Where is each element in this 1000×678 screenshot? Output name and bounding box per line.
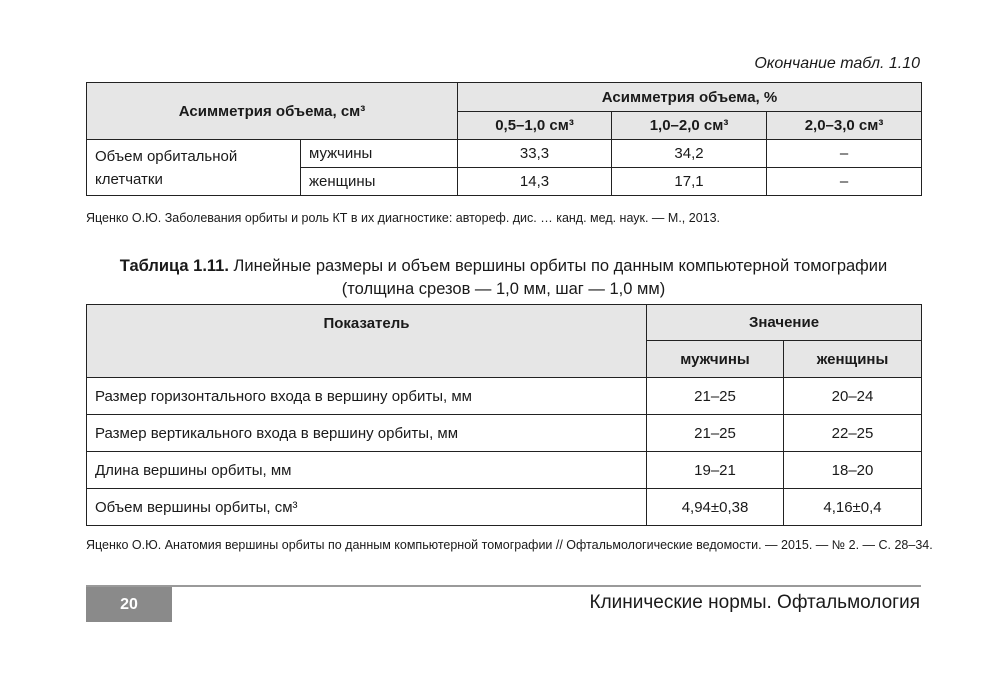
col-header-indicator: Показатель [87, 305, 647, 378]
table-cell: – [767, 140, 922, 168]
table-row [87, 489, 922, 526]
running-title: Клинические нормы. Офтальмология [589, 592, 920, 613]
table-row [87, 452, 922, 489]
page-number: 20 [86, 587, 172, 622]
row-label-orbital-tissue: Объем орбитальной клетчатки [87, 140, 301, 196]
table-row [87, 415, 922, 452]
table-cell: 4,16±0,4 [784, 489, 922, 526]
table-caption [86, 255, 921, 301]
sub-header: 0,5–1,0 см³ [458, 112, 612, 140]
row-group: мужчины [301, 140, 458, 168]
table-cell: 4,94±0,38 [647, 489, 784, 526]
row-label: Размер вертикального входа в вершину орбиты, мм [87, 415, 647, 452]
table-cell: – [767, 168, 922, 196]
source-citation: Яценко О.Ю. Анатомия вершины орбиты по данным компьютерной томографии // Офтальмологические ведомости. — 2015. — № 2. — С. 28–34. [86, 538, 933, 552]
sub-header-male: мужчины [647, 341, 784, 378]
orbital-apex-table [86, 304, 922, 526]
row-label: Размер горизонтального входа в вершину орбиты, мм [87, 378, 647, 415]
table-row [87, 140, 922, 168]
sub-header: 1,0–2,0 см³ [612, 112, 767, 140]
table-cell: 21–25 [647, 415, 784, 452]
table-row [87, 378, 922, 415]
footer-divider [86, 585, 921, 587]
col-header-volume-cm3: Асимметрия объема, см³ [87, 83, 458, 140]
table-subtitle: (толщина срезов — 1,0 мм, шаг — 1,0 мм) [341, 280, 666, 298]
col-header-value: Значение [647, 305, 922, 341]
table-cell: 19–21 [647, 452, 784, 489]
row-group: женщины [301, 168, 458, 196]
table-cell: 18–20 [784, 452, 922, 489]
source-citation: Яценко О.Ю. Заболевания орбиты и роль КТ в их диагностике: автореф. дис. … канд. мед. наук. — М., 2013. [86, 211, 721, 225]
volume-asymmetry-table [86, 82, 922, 196]
table-cell: 34,2 [612, 140, 767, 168]
table-title: Линейные размеры и объем вершины орбиты по данным компьютерной томографии [233, 257, 888, 275]
row-label: Длина вершины орбиты, мм [87, 452, 647, 489]
table-cell: 22–25 [784, 415, 922, 452]
table-number: Таблица 1.11. [119, 257, 229, 275]
table-cell: 17,1 [612, 168, 767, 196]
sub-header-female: женщины [784, 341, 922, 378]
table-continuation-note: Окончание табл. 1.10 [754, 55, 920, 72]
table-cell: 14,3 [458, 168, 612, 196]
sub-header: 2,0–3,0 см³ [767, 112, 922, 140]
table-cell: 33,3 [458, 140, 612, 168]
table-cell: 21–25 [647, 378, 784, 415]
col-header-volume-percent: Асимметрия объема, % [458, 83, 922, 112]
table-cell: 20–24 [784, 378, 922, 415]
row-label: Объем вершины орбиты, см³ [87, 489, 647, 526]
